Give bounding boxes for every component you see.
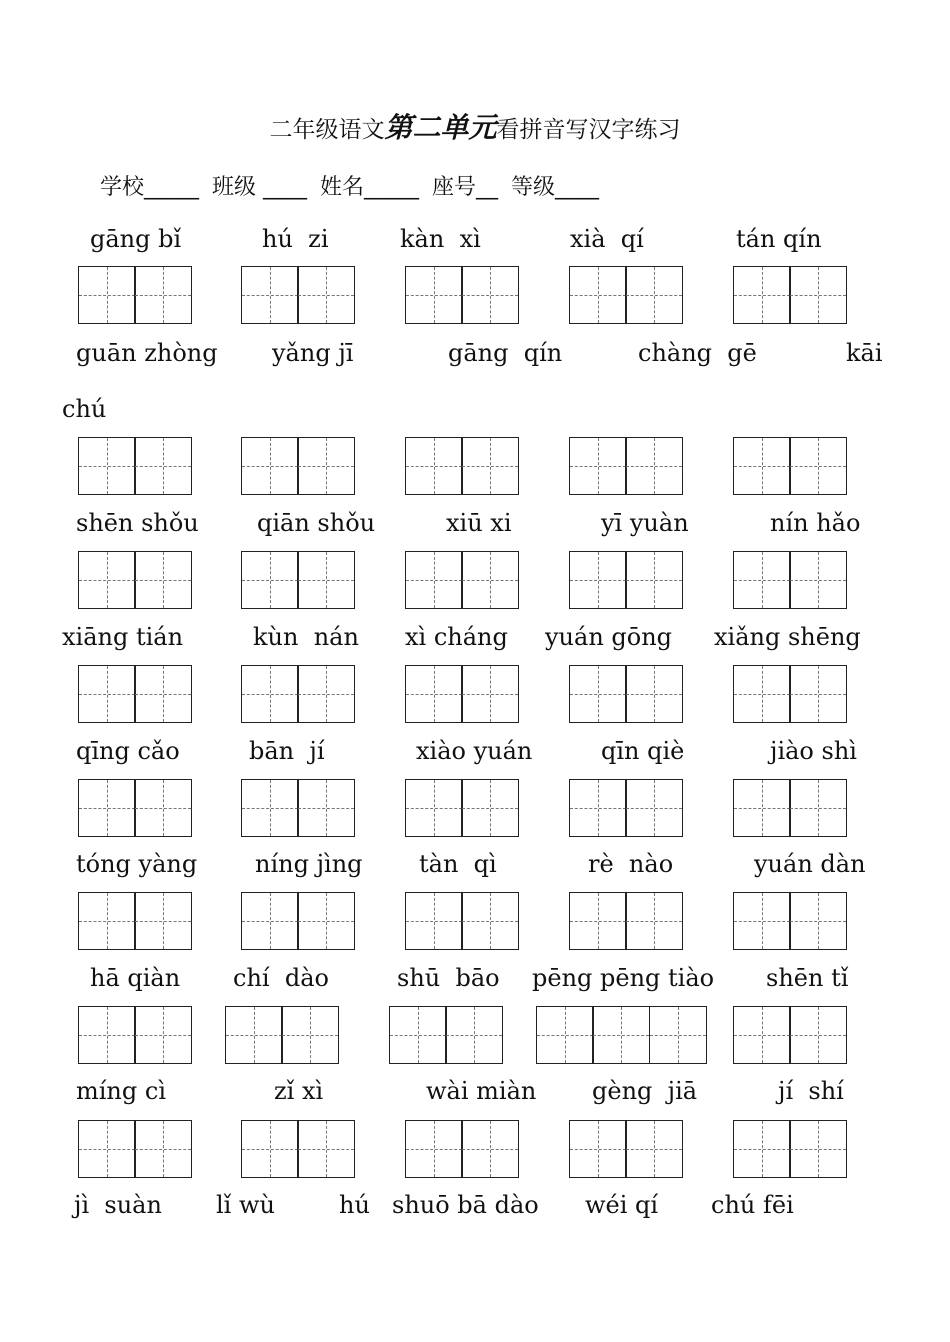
pinyin-prompt: pēng pēng tiào [532,964,715,992]
character-box[interactable] [789,892,847,950]
writing-grid[interactable] [225,1006,338,1064]
character-box[interactable] [297,266,355,324]
writing-grid[interactable] [78,551,191,609]
writing-grid[interactable] [733,779,846,837]
guide-line-horizontal [734,1149,790,1150]
guide-line-horizontal [626,295,682,296]
character-box[interactable] [733,551,791,609]
guide-line-horizontal [226,1035,282,1036]
guide-line-horizontal [734,921,790,922]
guide-line-horizontal [135,1149,191,1150]
character-box[interactable] [625,1120,683,1178]
character-box[interactable] [405,437,463,495]
guide-line-horizontal [298,466,354,467]
character-box[interactable] [405,892,463,950]
character-box[interactable] [78,266,136,324]
writing-grid[interactable] [241,665,354,723]
guide-line-horizontal [462,1149,518,1150]
guide-line-horizontal [734,295,790,296]
pinyin-prompt: jiào shì [770,737,857,765]
writing-grid[interactable] [241,266,354,324]
character-box[interactable] [789,665,847,723]
guide-line-horizontal [298,694,354,695]
writing-grid[interactable] [78,779,191,837]
character-box[interactable] [625,266,683,324]
pinyin-prompt: chí dào [233,964,329,992]
pinyin-prompt: yǎng jī [272,339,354,367]
guide-line-horizontal [242,694,298,695]
writing-grid[interactable] [389,1006,502,1064]
pinyin-prompt: yuán gōng [545,623,673,651]
pinyin-prompt: zǐ xì [274,1077,324,1105]
guide-line-horizontal [734,580,790,581]
character-box[interactable] [225,1006,283,1064]
pinyin-prompt: qiān shǒu [257,509,376,537]
character-box[interactable] [625,892,683,950]
guide-line-horizontal [242,295,298,296]
writing-grid[interactable] [536,1006,705,1064]
character-box[interactable] [461,1120,519,1178]
pinyin-prompt: shēn shǒu [76,509,199,537]
guide-line-horizontal [242,466,298,467]
character-box[interactable] [134,551,192,609]
writing-grid[interactable] [569,266,682,324]
guide-line-horizontal [298,580,354,581]
character-box[interactable] [78,551,136,609]
character-box[interactable] [733,779,791,837]
guide-line-horizontal [135,808,191,809]
pinyin-prompt: tán qín [736,225,822,253]
guide-line-horizontal [462,466,518,467]
guide-line-horizontal [79,580,135,581]
character-box[interactable] [78,892,136,950]
pinyin-prompt: níng jìng [255,850,363,878]
guide-line-horizontal [790,295,846,296]
writing-grid[interactable] [569,665,682,723]
character-box[interactable] [297,437,355,495]
character-box[interactable] [569,551,627,609]
writing-grid[interactable] [78,437,191,495]
guide-line-horizontal [298,295,354,296]
character-box[interactable] [733,1006,791,1064]
character-box[interactable] [789,1006,847,1064]
writing-grid[interactable] [78,266,191,324]
character-box[interactable] [733,1120,791,1178]
guide-line-horizontal [79,1035,135,1036]
character-box[interactable] [733,266,791,324]
writing-grid[interactable] [733,437,846,495]
guide-line-horizontal [446,1035,502,1036]
guide-line-horizontal [570,466,626,467]
guide-line-horizontal [406,1149,462,1150]
guide-line-horizontal [298,921,354,922]
worksheet-title [0,106,950,146]
pinyin-prompt: míng cì [76,1077,166,1105]
character-box[interactable] [789,266,847,324]
guide-line-horizontal [570,580,626,581]
character-box[interactable] [241,1120,299,1178]
writing-grid[interactable] [733,266,846,324]
guide-line-horizontal [626,921,682,922]
guide-line-horizontal [570,1149,626,1150]
title-unit: 第二单元 [384,111,497,144]
writing-grid[interactable] [569,551,682,609]
character-box[interactable] [281,1006,339,1064]
guide-line-horizontal [570,295,626,296]
guide-line-horizontal [462,295,518,296]
pinyin-prompt: gāng bǐ [90,225,182,253]
writing-grid[interactable] [405,437,518,495]
character-box[interactable] [625,551,683,609]
character-box[interactable] [789,551,847,609]
pinyin-prompt: xiǎng shēng [714,623,861,651]
title-prefix: 二年级语文 [269,117,385,143]
writing-grid[interactable] [733,665,846,723]
character-box[interactable] [461,551,519,609]
writing-grid[interactable] [569,779,682,837]
character-box[interactable] [297,551,355,609]
character-box[interactable] [569,892,627,950]
pinyin-prompt: nín hǎo [770,509,861,537]
guide-line-horizontal [406,694,462,695]
pinyin-prompt: xì cháng [405,623,508,651]
guide-line-horizontal [282,1035,338,1036]
guide-line-horizontal [135,921,191,922]
guide-line-horizontal [462,694,518,695]
guide-line-horizontal [390,1035,446,1036]
guide-line-horizontal [462,808,518,809]
guide-line-horizontal [242,921,298,922]
character-box[interactable] [733,437,791,495]
guide-line-horizontal [734,466,790,467]
guide-line-horizontal [79,921,135,922]
guide-line-horizontal [135,1035,191,1036]
character-box[interactable] [297,779,355,837]
writing-grid[interactable] [241,437,354,495]
character-box[interactable] [649,1006,707,1064]
character-box[interactable] [405,779,463,837]
character-box[interactable] [405,266,463,324]
writing-grid[interactable] [405,1120,518,1178]
writing-grid[interactable] [405,892,518,950]
info-grade: 等级____ [511,175,600,200]
pinyin-prompt: rè nào [588,850,674,878]
pinyin-prompt: kāi [846,339,883,367]
character-box[interactable] [134,437,192,495]
pinyin-prompt: hā qiàn [90,964,181,992]
pinyin-prompt: chú fēi [711,1191,794,1219]
guide-line-horizontal [242,1149,298,1150]
character-box[interactable] [569,665,627,723]
character-box[interactable] [461,665,519,723]
pinyin-prompt: chàng gē [638,339,757,367]
writing-grid[interactable] [405,551,518,609]
info-class: 班级 ____ [212,175,308,200]
guide-line-horizontal [242,580,298,581]
guide-line-horizontal [790,921,846,922]
guide-line-horizontal [135,466,191,467]
writing-grid[interactable] [405,266,518,324]
guide-line-horizontal [593,1035,649,1036]
character-box[interactable] [241,437,299,495]
guide-line-horizontal [734,694,790,695]
guide-line-horizontal [626,466,682,467]
guide-line-horizontal [570,694,626,695]
guide-line-horizontal [570,808,626,809]
guide-line-horizontal [462,921,518,922]
writing-grid[interactable] [733,1006,846,1064]
pinyin-prompt: kàn xì [400,225,481,253]
guide-line-horizontal [790,466,846,467]
guide-line-horizontal [135,295,191,296]
guide-line-horizontal [626,1149,682,1150]
character-box[interactable] [569,437,627,495]
guide-line-horizontal [406,808,462,809]
writing-grid[interactable] [733,892,846,950]
character-box[interactable] [405,665,463,723]
writing-grid[interactable] [405,779,518,837]
writing-grid[interactable] [241,1120,354,1178]
guide-line-horizontal [135,694,191,695]
character-box[interactable] [461,779,519,837]
guide-line-horizontal [79,466,135,467]
pinyin-prompt: tóng yàng [76,850,198,878]
character-box[interactable] [241,892,299,950]
character-box[interactable] [733,665,791,723]
character-box[interactable] [134,1120,192,1178]
guide-line-horizontal [537,1035,593,1036]
guide-line-horizontal [790,808,846,809]
pinyin-prompt: wài miàn [426,1077,537,1105]
guide-line-horizontal [734,1035,790,1036]
guide-line-horizontal [242,808,298,809]
pinyin-prompt: qīng cǎo [76,737,180,765]
guide-line-horizontal [626,808,682,809]
character-box[interactable] [134,779,192,837]
guide-line-horizontal [790,580,846,581]
pinyin-prompt: wéi qí [585,1191,659,1219]
character-box[interactable] [78,779,136,837]
pinyin-prompt: jí shí [778,1077,844,1105]
writing-grid[interactable] [405,665,518,723]
pinyin-prompt: gāng qín [448,339,563,367]
info-seat: 座号__ [432,175,499,200]
guide-line-horizontal [790,1149,846,1150]
pinyin-prompt: shū bāo [397,964,500,992]
guide-line-horizontal [406,580,462,581]
pinyin-prompt: jì suàn [74,1191,162,1219]
student-info-line [100,170,605,201]
writing-grid[interactable] [241,779,354,837]
pinyin-prompt: xiū xi [446,509,512,537]
guide-line-horizontal [79,1149,135,1150]
pinyin-prompt: kùn nán [253,623,359,651]
character-box[interactable] [461,266,519,324]
pinyin-prompt: shēn tǐ [766,964,849,992]
pinyin-prompt: bān jí [249,737,325,765]
character-box[interactable] [297,665,355,723]
guide-line-horizontal [790,1035,846,1036]
pinyin-prompt: xià qí [570,225,644,253]
pinyin-prompt: lǐ wù [216,1191,275,1219]
guide-line-horizontal [298,1149,354,1150]
character-box[interactable] [592,1006,650,1064]
character-box[interactable] [625,437,683,495]
pinyin-prompt: yī yuàn [601,509,689,537]
writing-grid[interactable] [569,1120,682,1178]
pinyin-prompt: xiào yuán [416,737,533,765]
pinyin-prompt: guān zhòng [76,339,218,367]
guide-line-horizontal [406,921,462,922]
character-box[interactable] [241,665,299,723]
character-box[interactable] [389,1006,447,1064]
character-box[interactable] [78,1006,136,1064]
guide-line-horizontal [406,295,462,296]
writing-grid[interactable] [569,892,682,950]
guide-line-horizontal [79,694,135,695]
character-box[interactable] [297,892,355,950]
character-box[interactable] [297,1120,355,1178]
character-box[interactable] [78,1120,136,1178]
character-box[interactable] [789,1120,847,1178]
guide-line-horizontal [79,295,135,296]
guide-line-horizontal [462,580,518,581]
character-box[interactable] [789,437,847,495]
pinyin-prompt: qīn qiè [601,737,685,765]
guide-line-horizontal [734,808,790,809]
pinyin-prompt: yuán dàn [754,850,866,878]
guide-line-horizontal [626,694,682,695]
guide-line-horizontal [79,808,135,809]
character-box[interactable] [78,665,136,723]
pinyin-prompt: hú [339,1191,370,1219]
character-box[interactable] [789,779,847,837]
character-box[interactable] [625,665,683,723]
character-box[interactable] [461,437,519,495]
character-box[interactable] [241,266,299,324]
pinyin-prompt: shuō bā dào [392,1191,539,1219]
character-box[interactable] [405,1120,463,1178]
pinyin-prompt: chú [62,395,107,423]
character-box[interactable] [569,1120,627,1178]
writing-grid[interactable] [241,551,354,609]
writing-grid[interactable] [78,1006,191,1064]
writing-grid[interactable] [733,551,846,609]
writing-grid[interactable] [78,665,191,723]
character-box[interactable] [241,779,299,837]
character-box[interactable] [569,266,627,324]
writing-grid[interactable] [241,892,354,950]
guide-line-horizontal [298,808,354,809]
character-box[interactable] [536,1006,594,1064]
guide-line-horizontal [790,694,846,695]
writing-grid[interactable] [569,437,682,495]
character-box[interactable] [78,437,136,495]
character-box[interactable] [241,551,299,609]
pinyin-prompt: tàn qì [419,850,497,878]
pinyin-prompt: gèng jiā [592,1077,698,1105]
guide-line-horizontal [626,580,682,581]
character-box[interactable] [134,266,192,324]
info-school: 学校_____ [100,175,200,200]
guide-line-horizontal [135,580,191,581]
character-box[interactable] [405,551,463,609]
pinyin-prompt: xiāng tián [62,623,184,651]
guide-line-horizontal [570,921,626,922]
writing-grid[interactable] [733,1120,846,1178]
guide-line-horizontal [650,1035,706,1036]
character-box[interactable] [569,779,627,837]
guide-line-horizontal [406,466,462,467]
title-suffix: 看拼音写汉字练习 [496,117,681,143]
character-box[interactable] [134,665,192,723]
character-box[interactable] [625,779,683,837]
character-box[interactable] [733,892,791,950]
info-name: 姓名_____ [320,175,420,200]
character-box[interactable] [445,1006,503,1064]
writing-grid[interactable] [78,1120,191,1178]
character-box[interactable] [461,892,519,950]
character-box[interactable] [134,1006,192,1064]
character-box[interactable] [134,892,192,950]
writing-grid[interactable] [78,892,191,950]
pinyin-prompt: hú zi [262,225,329,253]
